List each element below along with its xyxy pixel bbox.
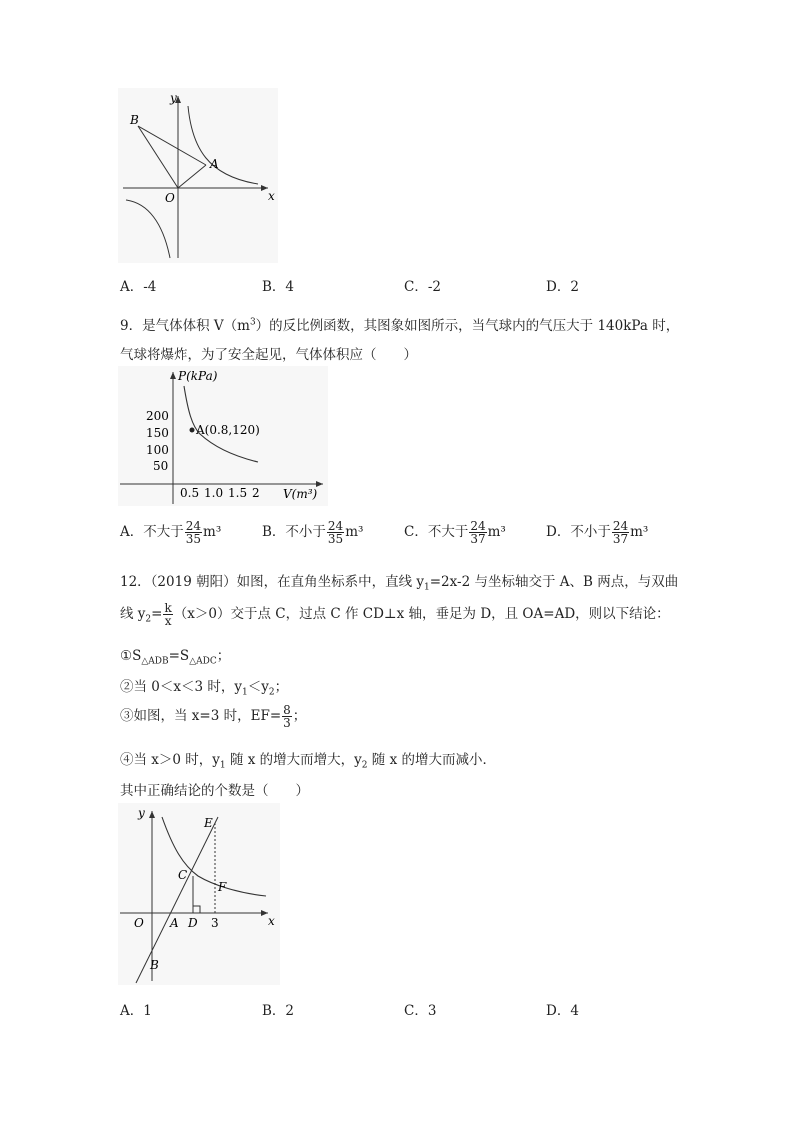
q9-option-c-num: 24 — [470, 519, 486, 533]
fig3-label-B: B — [150, 958, 159, 972]
q12-c1-a: ①S — [120, 648, 142, 664]
q9-stem-line1 — [120, 314, 679, 334]
q12-k-over-x-fraction — [163, 602, 172, 627]
fig3-label-C: C — [178, 868, 188, 882]
q12-line1-sub: 1 — [424, 582, 430, 593]
q12-stem-line2 — [120, 602, 670, 627]
q12-conclusion-4 — [120, 748, 496, 771]
q9-option-a-den: 35 — [185, 532, 202, 546]
fig2-x-tick-1.0: 1.0 — [204, 486, 224, 500]
q9-option-d-num: 24 — [612, 519, 629, 533]
figure-q12-graph — [118, 803, 280, 985]
fig2-y-tick-200: 200 — [146, 409, 169, 423]
q12-c4-a: ④当 x＞0 时，y — [120, 752, 220, 768]
q12-frac-num: k — [164, 601, 172, 615]
q9-option-d — [546, 520, 648, 545]
q9-option-d-fraction — [612, 520, 629, 545]
q12-c4-b: 随 x 的增大而增大，y — [225, 752, 362, 768]
q9-stem-text-a: 9．是气体体积 V（m — [120, 318, 250, 334]
fig2-x-tick-1.5: 1.5 — [228, 486, 248, 500]
q12-line2-a: 线 y — [120, 606, 146, 622]
q12-option-a: A．1 — [120, 1003, 152, 1019]
q12-stem-line1 — [120, 570, 678, 593]
fig2-x-axis-label: V(m³) — [283, 487, 318, 501]
q8-option-d: D．2 — [546, 279, 579, 295]
q9-option-a-fraction — [185, 520, 202, 545]
fig2-x-tick-2: 2 — [252, 486, 260, 500]
fig2-point-label: A(0.8,120) — [196, 423, 260, 437]
q9-stem-sup: 3 — [249, 317, 256, 328]
q12-option-c: C．3 — [404, 1003, 437, 1019]
q12-line2-b: （x＞0）交于点 C，过点 C 作 CD⊥x 轴，垂足为 D，且 OA=AD，则以下结论： — [173, 606, 670, 622]
q9-option-a-unit: m³ — [203, 524, 222, 540]
q9-option-b-unit: m³ — [345, 524, 364, 540]
fig2-y-tick-50: 50 — [153, 459, 169, 473]
q12-c3-fraction — [282, 704, 292, 729]
q12-c1-c: ； — [216, 648, 231, 664]
q12-c3-num: 8 — [283, 703, 291, 717]
q12-conclusion-3 — [120, 704, 306, 729]
fig3-label-y: y — [138, 806, 145, 820]
fig2-y-axis-label: P(kPa) — [178, 369, 218, 383]
q12-line2-sub: 2 — [145, 614, 152, 625]
fig1-label-x: x — [268, 189, 275, 203]
fig1-label-y: y — [170, 91, 177, 105]
q12-option-b: B．2 — [262, 1003, 295, 1019]
fig3-label-F: F — [218, 880, 227, 894]
q9-option-a — [120, 520, 221, 545]
q12-c4-sub1: 1 — [219, 760, 226, 771]
q12-line1-a: 12．（2019 朝阳）如图，在直角坐标系中，直线 y — [120, 574, 424, 590]
q12-c4-sub2: 2 — [361, 760, 368, 771]
fig1-label-B: B — [130, 113, 139, 127]
q9-option-a-prefix: A．不大于 — [120, 524, 184, 540]
fig3-label-O: O — [134, 916, 144, 930]
q12-c2-sub1: 1 — [242, 687, 248, 698]
fig3-label-3: 3 — [211, 916, 219, 930]
fig3-label-x: x — [268, 914, 275, 928]
q8-option-c: C．-2 — [404, 279, 441, 295]
q9-option-b — [262, 520, 363, 545]
q9-option-d-prefix: D．不小于 — [546, 524, 611, 540]
q9-stem-line2: 气球将爆炸，为了安全起见，气体体积应（ ） — [120, 347, 417, 363]
q12-c2-c: ； — [274, 679, 289, 695]
figure-q8-graph — [118, 88, 278, 263]
q12-option-d: D．4 — [546, 1003, 579, 1019]
q12-frac-den: x — [164, 614, 172, 628]
q12-c2-b: ＜y — [247, 679, 269, 695]
q9-option-b-den: 35 — [327, 532, 344, 546]
q12-line2-eq: = — [151, 606, 163, 622]
fig2-y-tick-150: 150 — [146, 426, 169, 440]
fig1-label-A: A — [210, 157, 219, 171]
q9-option-c-den: 37 — [470, 532, 486, 546]
q12-c3-den: 3 — [283, 716, 291, 730]
q12-c2-sub2: 2 — [268, 687, 275, 698]
fig3-label-A: A — [170, 916, 179, 930]
q12-c1-b: =S — [168, 648, 190, 664]
q12-c3-c: ； — [292, 708, 307, 724]
fig2-x-tick-0.5: 0.5 — [180, 486, 200, 500]
q12-line1-b: =2x-2 与坐标轴交于 A、B 两点，与双曲 — [429, 574, 679, 590]
q12-c2-a: ②当 0＜x＜3 时，y — [120, 679, 243, 695]
q9-option-b-prefix: B．不小于 — [262, 524, 326, 540]
q9-option-c-fraction — [469, 520, 486, 545]
q12-conclusion-2 — [120, 675, 288, 698]
q9-option-c-unit: m³ — [487, 524, 506, 540]
fig1-label-O: O — [165, 191, 175, 205]
fig3-label-D: D — [188, 916, 198, 930]
q12-c4-c: 随 x 的增大而减小． — [367, 752, 497, 768]
q9-option-b-fraction — [327, 520, 344, 545]
q9-option-c-prefix: C．不大于 — [404, 524, 469, 540]
q9-option-d-unit: m³ — [630, 524, 649, 540]
q9-option-c — [404, 520, 506, 545]
q8-option-a: A．-4 — [120, 279, 157, 295]
q9-option-a-num: 24 — [185, 519, 202, 533]
q9-stem-text-b: ）的反比例函数，其图象如图所示，当气球内的气压大于 140kPa 时， — [255, 318, 680, 334]
q12-ask: 其中正确结论的个数是（ ） — [120, 783, 309, 799]
fig2-y-tick-100: 100 — [146, 443, 169, 457]
q12-c3-a: ③如图，当 x=3 时，EF= — [120, 708, 282, 724]
q12-c1-sub1: △ADB — [141, 656, 169, 667]
q12-c1-sub2: △ADC — [189, 656, 217, 667]
q8-option-b: B．4 — [262, 279, 295, 295]
fig3-label-E: E — [204, 816, 213, 830]
q9-option-b-num: 24 — [327, 519, 344, 533]
q9-option-d-den: 37 — [612, 532, 629, 546]
q12-conclusion-1 — [120, 644, 230, 667]
figure-q9-graph — [118, 366, 328, 506]
